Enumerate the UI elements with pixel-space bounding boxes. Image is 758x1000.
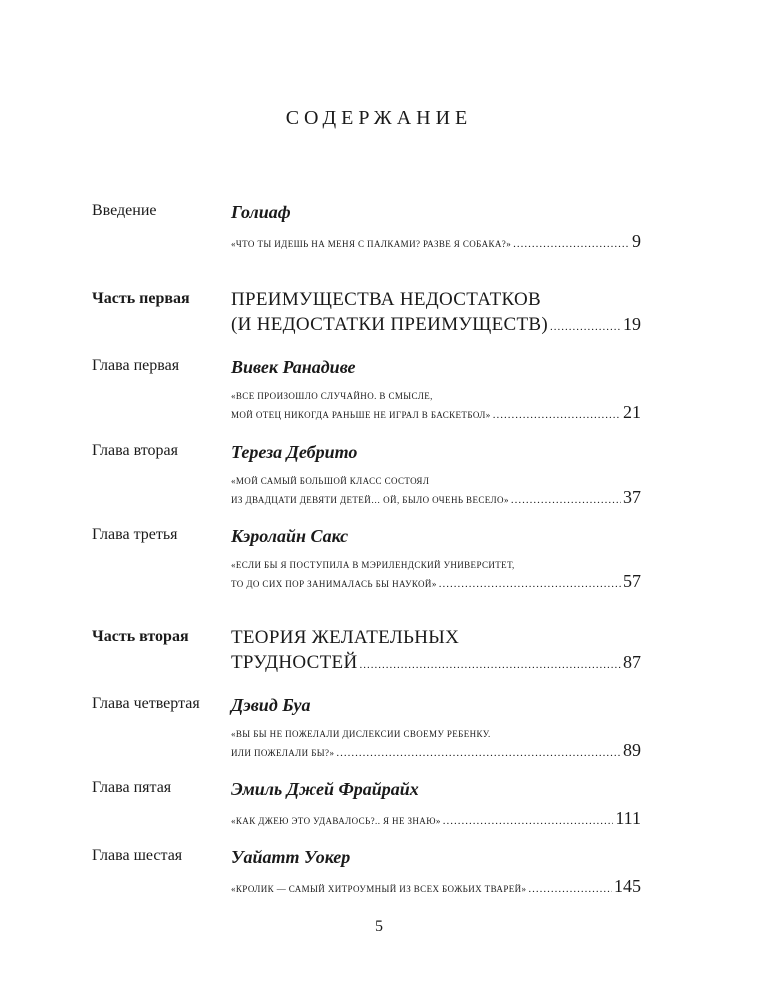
entry-title: Уайатт Уокер: [231, 847, 351, 867]
page-ref: 19: [623, 314, 641, 334]
entry-subtitle-line-1: «ВСЕ ПРОИЗОШЛО СЛУЧАЙНО. В СМЫСЛЕ,: [231, 391, 433, 401]
page-title: СОДЕРЖАНИЕ: [285, 107, 473, 129]
entry-subtitle: ТО ДО СИХ ПОР ЗАНИМАЛАСЬ БЫ НАУКОЙ»: [231, 579, 437, 589]
entry-subtitle: МОЙ ОТЕЦ НИКОГДА РАНЬШЕ НЕ ИГРАЛ В БАСКЕТБОЛ»: [231, 410, 491, 420]
dot-leader: [443, 813, 614, 829]
part-label: Часть вторая: [92, 628, 189, 645]
part-title-line-2: [231, 312, 641, 340]
dot-leader: [550, 315, 621, 340]
entry-title: Дэвид Буа: [231, 695, 311, 715]
part-title-text: ТРУДНОСТЕЙ: [231, 652, 358, 673]
dot-leader: [493, 407, 621, 423]
entry-label: Глава четвертая: [92, 695, 200, 712]
entry-subtitle-line-1: «МОЙ САМЫЙ БОЛЬШОЙ КЛАСС СОСТОЯЛ: [231, 476, 430, 486]
entry-subtitle-line-1: «ВЫ БЫ НЕ ПОЖЕЛАЛИ ДИСЛЕКСИИ СВОЕМУ РЕБЕНКУ.: [231, 729, 491, 739]
entry-subtitle-line-2: [231, 489, 641, 508]
page-ref: 87: [623, 652, 641, 672]
entry-subtitle-line-2: [231, 742, 641, 761]
dot-leader: [359, 653, 621, 678]
entry-title: Вивек Ранадиве: [231, 357, 356, 377]
entry-subtitle: «ЧТО ТЫ ИДЕШЬ НА МЕНЯ С ПАЛКАМИ? РАЗВЕ Я СОБАКА?»: [231, 239, 512, 249]
page-ref: 21: [623, 402, 641, 422]
entry-label: Введение: [92, 202, 157, 219]
entry-label: Глава третья: [92, 526, 178, 543]
page-number: 5: [375, 918, 383, 935]
entry-subtitle-line: [231, 810, 641, 829]
page-ref: 89: [623, 740, 641, 760]
dot-leader: [439, 576, 621, 592]
part-label: Часть первая: [92, 290, 190, 307]
entry-subtitle-line-2: [231, 404, 641, 423]
entry-subtitle: ИЛИ ПОЖЕЛАЛИ БЫ?»: [231, 748, 335, 758]
page-ref: 145: [614, 876, 641, 896]
part-title-line-1: ТЕОРИЯ ЖЕЛАТЕЛЬНЫХ: [231, 627, 460, 648]
entry-label: Глава вторая: [92, 442, 178, 459]
dot-leader: [511, 492, 621, 508]
entry-subtitle: ИЗ ДВАДЦАТИ ДЕВЯТИ ДЕТЕЙ… ОЙ, БЫЛО ОЧЕНЬ ВЕСЕЛО»: [231, 495, 509, 505]
page-ref: 9: [632, 231, 641, 251]
entry-title: Тереза Дебрито: [231, 442, 358, 462]
part-title-line-2: [231, 650, 641, 678]
page-ref: 111: [615, 808, 641, 828]
dot-leader: [528, 881, 612, 897]
page-ref: 57: [623, 571, 641, 591]
part-title-line-1: ПРЕИМУЩЕСТВА НЕДОСТАТКОВ: [231, 289, 541, 310]
page-ref: 37: [623, 487, 641, 507]
entry-subtitle-line-2: [231, 573, 641, 592]
dot-leader: [336, 745, 621, 761]
entry-subtitle: «КАК ДЖЕЮ ЭТО УДАВАЛОСЬ?.. Я НЕ ЗНАЮ»: [231, 816, 441, 826]
entry-title: Эмиль Джей Фрайрайх: [231, 779, 419, 799]
entry-subtitle: «КРОЛИК — САМЫЙ ХИТРОУМНЫЙ ИЗ ВСЕХ БОЖЬИХ ТВАРЕЙ»: [231, 884, 527, 894]
entry-label: Глава пятая: [92, 779, 172, 796]
entry-subtitle-line: [231, 233, 641, 252]
entry-title: Голиаф: [231, 202, 291, 222]
part-title-text: (И НЕДОСТАТКИ ПРЕИМУЩЕСТВ): [231, 314, 548, 335]
entry-title: Кэролайн Сакс: [231, 526, 349, 546]
entry-label: Глава шестая: [92, 847, 183, 864]
entry-subtitle-line: [231, 878, 641, 897]
dot-leader: [513, 236, 630, 252]
entry-subtitle-line-1: «ЕСЛИ БЫ Я ПОСТУПИЛА В МЭРИЛЕНДСКИЙ УНИВЕРСИТЕТ,: [231, 560, 515, 570]
entry-label: Глава первая: [92, 357, 180, 374]
